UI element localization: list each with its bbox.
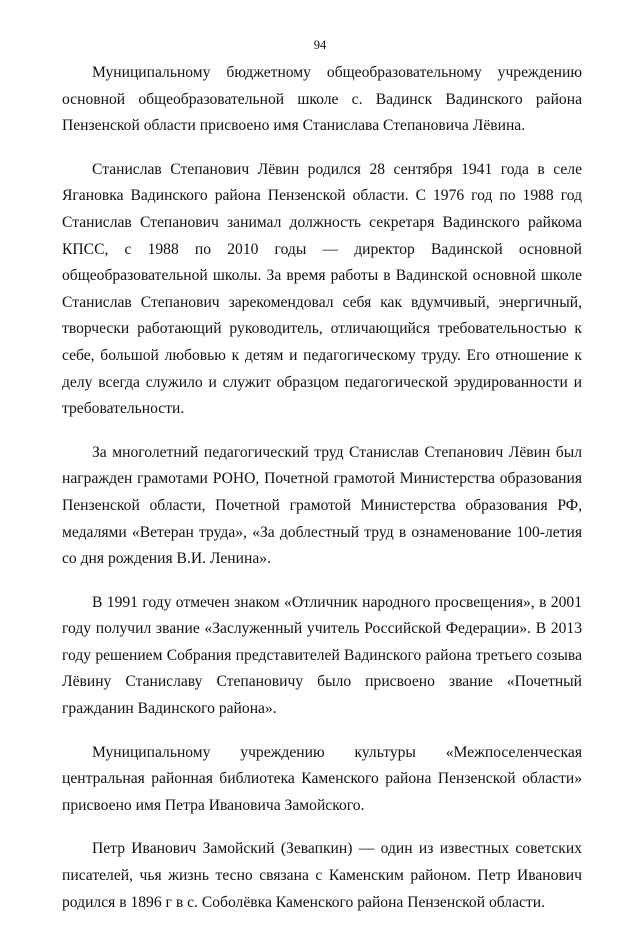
- page-number: 94: [313, 38, 327, 52]
- paragraph-zamoysky-biography: Петр Иванович Замойский (Зевапкин) — один из известных советских писателей, чья жизнь тесно связана с Каменским районом. Петр Иванович родился в 1896 г в с. Соболёвка Каменского района Пензенской области.: [62, 840, 582, 911]
- paragraph-library-naming: Муниципальному учреждению культуры «Межпоселенческая центральная районная библиотека Каменского района Пензенской области» присвоено имя Петра Ивановича Замойского.: [62, 743, 582, 814]
- document-body: [62, 60, 582, 933]
- paragraph-school-naming: Муниципальному бюджетному общеобразовательному учреждению основной общеобразовательной школе с. Вадинск Вадинского района Пензенской области присвоено имя Станислава Степановича Лёвина.: [62, 64, 582, 135]
- paragraph-levin-biography: Станислав Степанович Лёвин родился 28 сентября 1941 года в селе Ягановка Вадинского района Пензенской области. С 1976 год по 1988 год Станислав Степанович занимал должность секретаря Вадинского райкома КПСС, с 1988 по 2010 годы — директор Вадинской основной общеобразовательной школы. За время работы в Вадинской основной школе Станислав Степанович зарекомендовал себя как вдумчивый, энергичный, творчески работающий руководитель, отличающийся требовательностью к себе, большой любовью к детям и педагогическому труду. Его отношение к делу всегда служило и служит образцом педагогической эрудированности и требовательности.: [62, 160, 582, 418]
- paragraph-levin-honors: В 1991 году отмечен знаком «Отличник народного просвещения», в 2001 году получил звание «Заслуженный учитель Российской Федерации». В 2013 году решением Собрания представителей Вадинского района третьего созыва Лёвину Станиславу Степановичу было присвоено звание «Почетный гражданин Вадинского района».: [62, 593, 582, 718]
- paragraph-levin-awards: За многолетний педагогический труд Станислав Степанович Лёвин был награжден грамотами РОНО, Почетной грамотой Министерства образования Пензенской области, Почетной грамотой Министерства образования РФ, медалями «Ветеран труда», «За доблестный труд в ознаменование 100-летия со дня рождения В.И. Ленина».: [62, 443, 582, 568]
